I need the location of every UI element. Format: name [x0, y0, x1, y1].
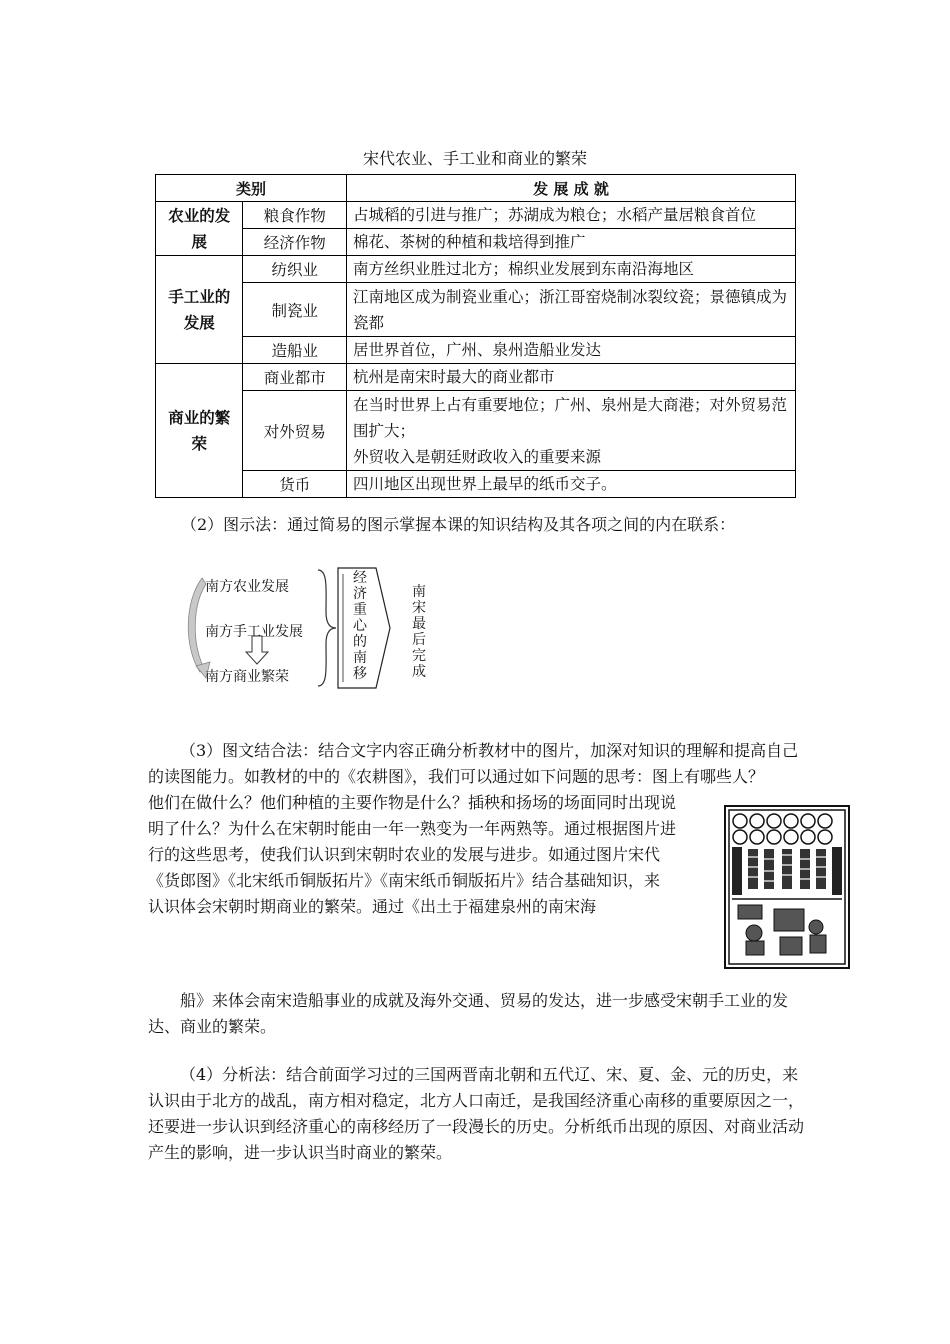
achievement-grain: 占城稻的引进与推广；苏湖成为粮仓；水稻产量居粮食首位	[347, 202, 796, 229]
section-3-line-d: 《货郎图》《北宋纸币铜版拓片》《南宋纸币铜版拓片》结合基础知识，来	[148, 871, 661, 890]
section-3-continuation: 船》来体会南宋造船事业的成就及海外交通、贸易的发达，进一步感受宋朝手工业的发达、商业的繁荣。	[148, 991, 789, 1036]
diagram-item-commerce: 南方商业繁荣	[205, 669, 289, 685]
subcategory-cash-crops: 经济作物	[243, 229, 347, 256]
section-3-line-b: 明了什么？为什么在宋朝时能由一年一熟变为一年两熟等。通过根据图片进	[148, 819, 677, 838]
diagram-arrow-text: 经济重心的南移	[353, 570, 367, 682]
foreign-trade-line-2: 外贸收入是朝廷财政收入的重要来源	[353, 447, 602, 466]
subcategory-grain: 粮食作物	[243, 202, 347, 229]
category-handicraft: 手工业的发展	[156, 256, 243, 364]
section-3-intro: （3）图文结合法：结合文字内容正确分析教材中的图片，加深对知识的理解和提高自己的读图能力。如教材的中的《农耕图》，我们可以通过如下问题的思考：图上有哪些人？	[148, 741, 799, 786]
subcategory-textile: 纺织业	[243, 256, 347, 283]
category-commerce: 商业的繁荣	[156, 364, 243, 498]
achievement-cash-crops: 棉花、茶树的种植和栽培得到推广	[347, 229, 796, 256]
subcategory-foreign-trade: 对外贸易	[243, 391, 347, 471]
banknote-rubbing-image	[724, 805, 850, 969]
diagram-item-handicraft: 南方手工业发展	[205, 624, 303, 640]
section-3-line-a: 他们在做什么？他们种植的主要作物是什么？插秧和扬场的场面同时出现说	[148, 793, 677, 812]
subcategory-cities: 商业都市	[243, 364, 347, 391]
foreign-trade-line-1: 在当时世界上占有重要地位；广州、泉州是大商港；对外贸易范围扩大；	[353, 395, 788, 440]
subcategory-shipbuilding: 造船业	[243, 337, 347, 364]
achievement-textile: 南方丝织业胜过北方；棉织业发展到东南沿海地区	[347, 256, 796, 283]
section-3-line-c: 行的这些思考，使我们认识到宋朝时农业的发展与进步。如通过图片宋代	[148, 845, 661, 864]
section-4-text: （4）分析法：结合前面学习过的三国两晋南北朝和五代辽、宋、夏、金、元的历史，来认识由于北方的战乱，南方相对稳定，北方人口南迁，是我国经济重心南移的重要原因之一，还要进一步认识到经济重心的南移经历了一段漫长的历史。分析纸币出现的原因、对商业活动产生的影响，进一步认识当时商业的繁荣。	[148, 1065, 805, 1162]
achievement-currency: 四川地区出现世界上最早的纸币交子。	[347, 471, 796, 498]
section-2-text: （2）图示法：通过简易的图示掌握本课的知识结构及其各项之间的内在联系：	[181, 515, 736, 534]
category-agriculture: 农业的发展	[156, 202, 243, 256]
song-dynasty-table	[155, 174, 796, 498]
achievement-porcelain: 江南地区成为制瓷业重心；浙江哥窑烧制冰裂纹瓷；景德镇成为瓷都	[347, 283, 796, 337]
table-caption: 宋代农业、手工业和商业的繁荣	[362, 149, 587, 168]
header-achievement: 发 展 成 就	[347, 175, 796, 202]
header-category: 类别	[156, 175, 347, 202]
diagram-result-text: 南宋最后完成	[412, 584, 426, 680]
structure-diagram	[180, 562, 450, 694]
subcategory-porcelain: 制瓷业	[243, 283, 347, 337]
achievement-shipbuilding: 居世界首位，广州、泉州造船业发达	[347, 337, 796, 364]
diagram-item-agriculture: 南方农业发展	[205, 579, 289, 595]
achievement-cities: 杭州是南宋时最大的商业都市	[347, 364, 796, 391]
achievement-foreign-trade	[347, 391, 796, 471]
banknote-illustration	[724, 805, 850, 969]
subcategory-currency: 货币	[243, 471, 347, 498]
section-3-line-e: 认识体会宋朝时期商业的繁荣。通过《出土于福建泉州的南宋海	[148, 897, 597, 916]
